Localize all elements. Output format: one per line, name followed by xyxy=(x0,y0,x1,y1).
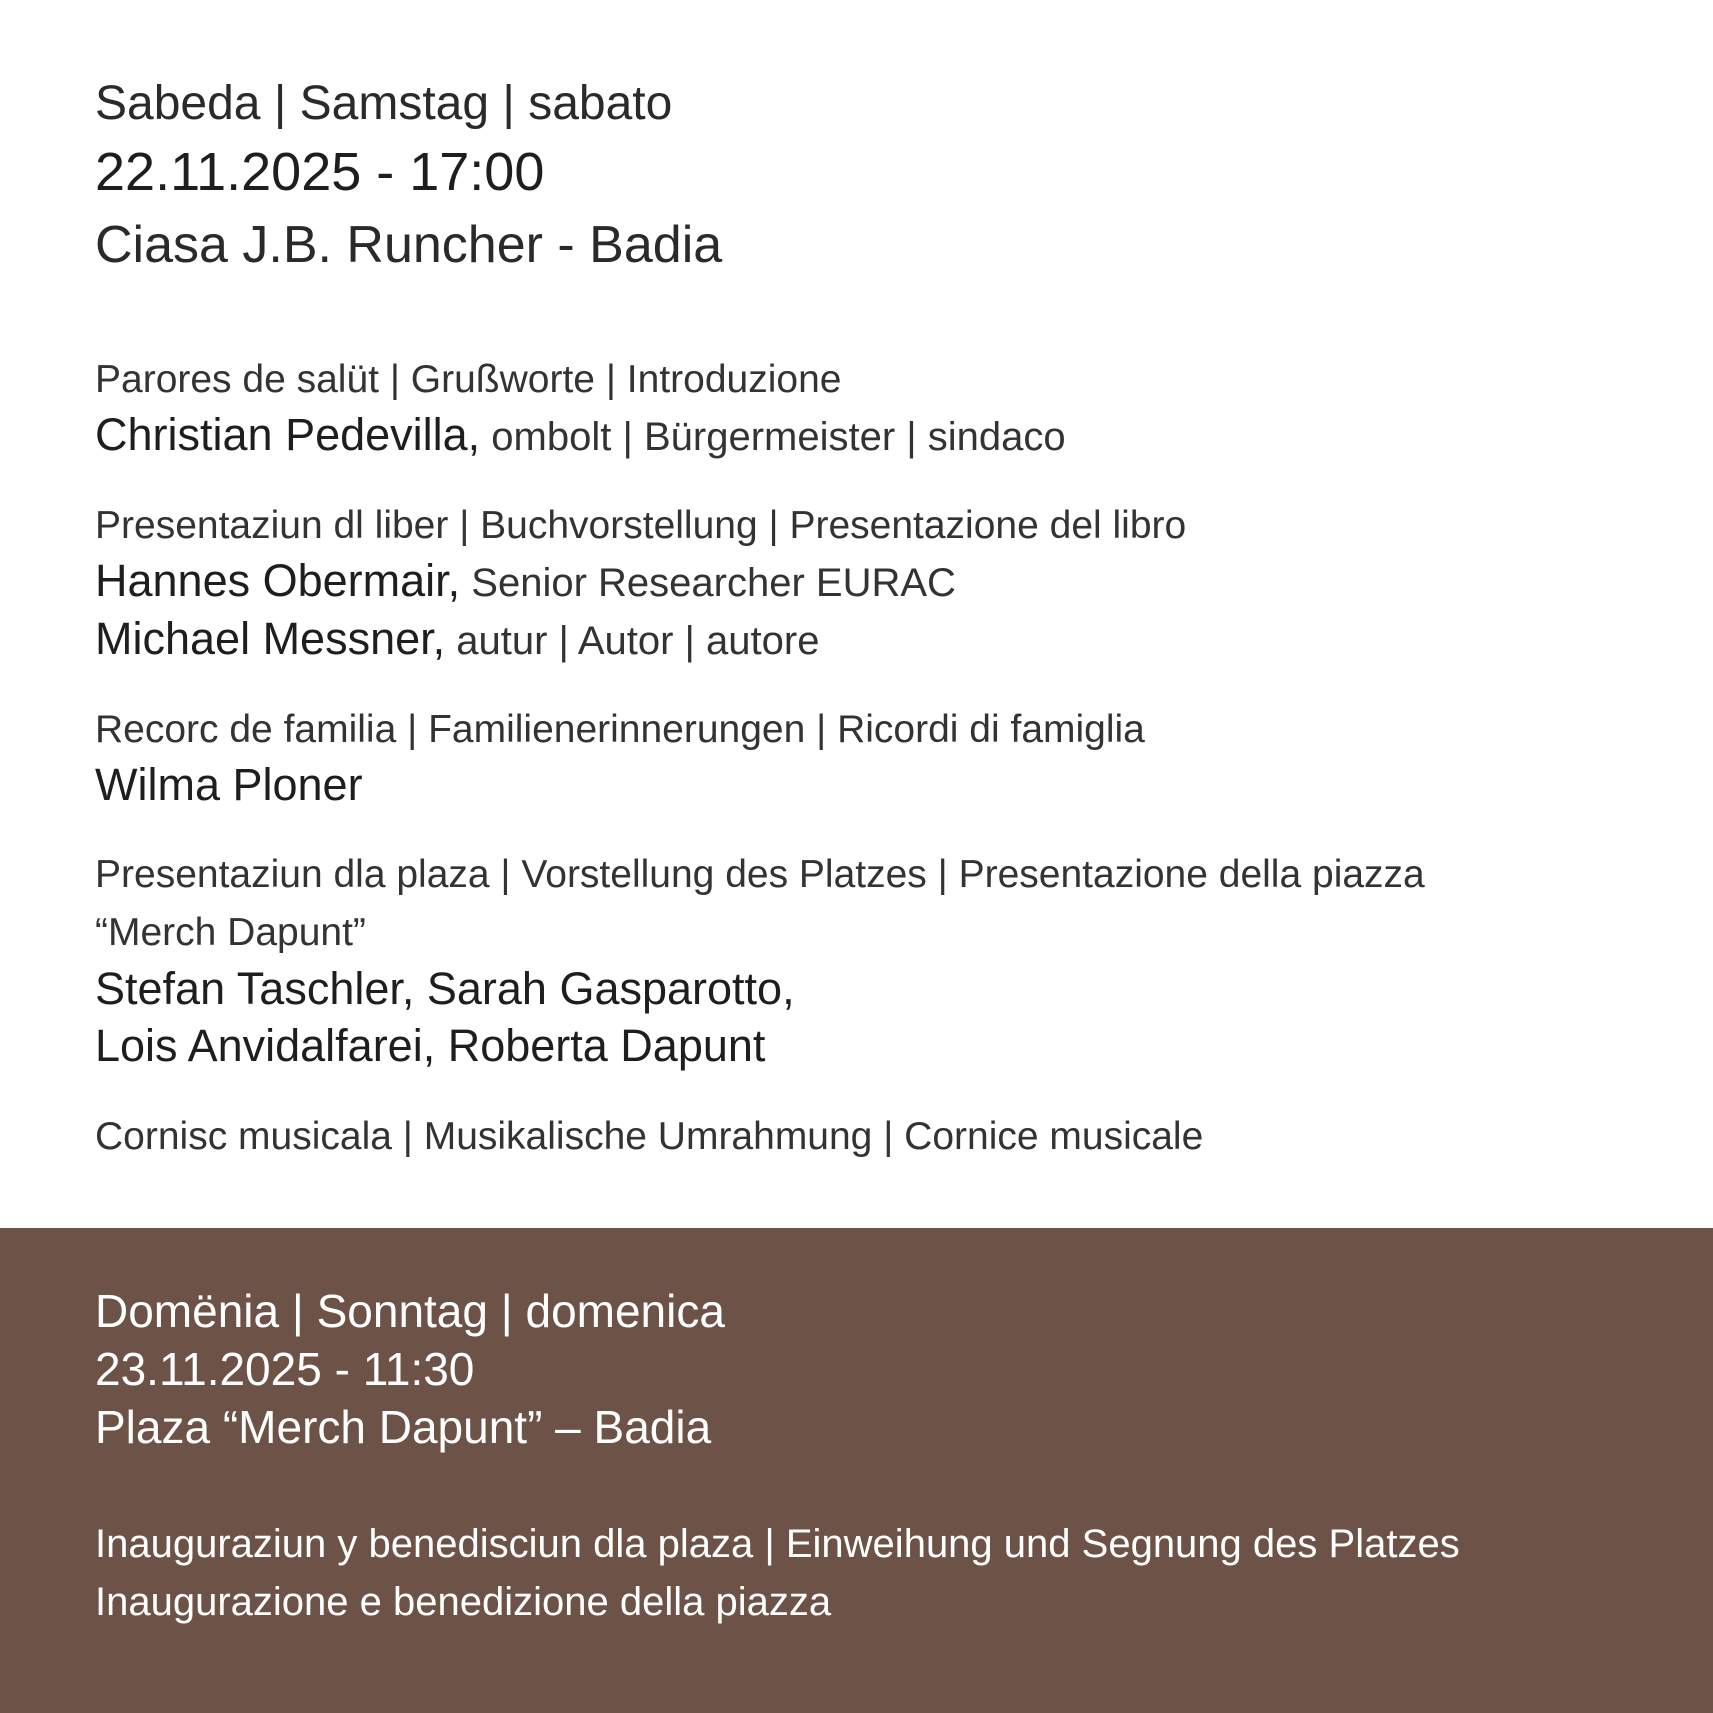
memories-label: Recorc de familia | Familienerinnerungen | Ricordi di famiglia xyxy=(95,708,1145,751)
memories-speaker-name: Wilma Ploner xyxy=(95,759,363,810)
sunday-time: - 11:30 xyxy=(321,1343,475,1395)
book-speaker-name: Michael Messner, xyxy=(95,613,446,664)
saturday-day-heading: Sabeda | Samstag | sabato xyxy=(95,77,673,130)
sunday-place: Plaza “Merch Dapunt” – Badia xyxy=(95,1401,712,1453)
sunday-day-heading: Domënia | Sonntag | domenica xyxy=(95,1285,725,1337)
saturday-place: Ciasa J.B. Runcher - Badia xyxy=(95,216,723,274)
square-speakers-line: Stefan Taschler, Sarah Gasparotto, xyxy=(95,963,795,1014)
book-speaker xyxy=(95,613,820,664)
sunday-event-label: Inaugurazione e benedizione della piazza xyxy=(95,1580,832,1624)
saturday-datetime: 22.11.2025 - 17:00 xyxy=(95,142,545,202)
square-label: Presentaziun dla plaza | Vorstellung des Platzes | Presentazione della piazza xyxy=(95,853,1425,896)
book-speaker-role: Senior Researcher EURAC xyxy=(460,561,956,605)
music-label: Cornisc musicala | Musikalische Umrahmung | Cornice musicale xyxy=(95,1115,1204,1158)
greeting-speaker-name: Christian Pedevilla, xyxy=(95,409,481,460)
book-speaker-name: Hannes Obermair, xyxy=(95,555,461,606)
book-speaker xyxy=(95,555,956,606)
sunday-section xyxy=(0,1228,1713,1713)
sunday-date: 23.11.2025 xyxy=(95,1343,322,1395)
greeting-speaker xyxy=(95,409,1066,460)
greeting-label: Parores de salüt | Grußworte | Introduzione xyxy=(95,358,842,401)
book-label: Presentaziun dl liber | Buchvorstellung | Presentazione del libro xyxy=(95,504,1187,547)
sunday-event-label: Inauguraziun y benedisciun dla plaza | Einweihung und Segnung des Platzes xyxy=(95,1522,1460,1566)
greeting-speaker-role: ombolt | Bürgermeister | sindaco xyxy=(480,415,1066,459)
square-label-name: “Merch Dapunt” xyxy=(95,911,366,954)
book-speaker-role: autur | Autor | autore xyxy=(445,619,820,663)
square-speakers-line: Lois Anvidalfarei, Roberta Dapunt xyxy=(95,1020,766,1071)
sunday-datetime xyxy=(95,1343,475,1395)
